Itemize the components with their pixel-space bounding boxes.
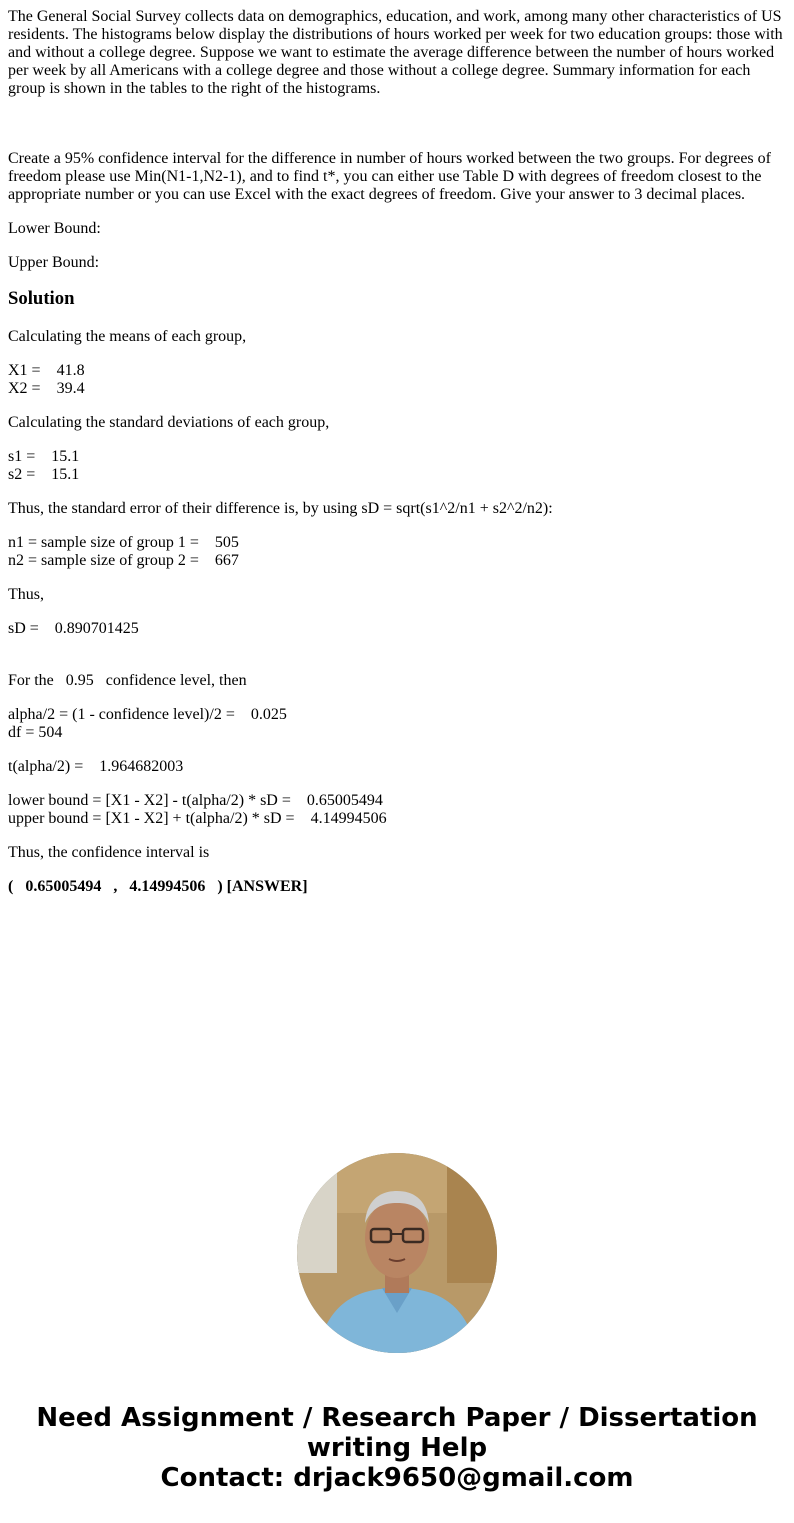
- upper-bound-label: Upper Bound:: [8, 254, 100, 271]
- final-answer: ( 0.65005494 , 4.14994506 ) [ANSWER]: [8, 878, 308, 895]
- lower-bound-label: Lower Bound:: [8, 220, 101, 237]
- footer-line-1: Need Assignment / Research Paper / Dissertation: [36, 1403, 758, 1433]
- document-body: [8, 8, 786, 896]
- sd-intro: Calculating the standard deviations of each group,: [8, 414, 330, 431]
- sample-n1: n1 = sample size of group 1 = 505: [8, 534, 239, 551]
- footer-banner: [0, 1403, 794, 1493]
- footer-line-2: writing Help: [306, 1433, 488, 1463]
- upper-bound-calc: upper bound = [X1 - X2] + t(alpha/2) * sD = 4.14994506: [8, 810, 387, 827]
- se-intro: Thus, the standard error of their difference is, by using sD = sqrt(s1^2/n1 + s2^2/n2):: [8, 500, 553, 517]
- t-critical: t(alpha/2) = 1.964682003: [8, 758, 184, 775]
- means-intro: Calculating the means of each group,: [8, 328, 247, 345]
- solution-heading: Solution: [8, 288, 75, 309]
- df-line: df = 504: [8, 724, 63, 741]
- thus-line: Thus,: [8, 586, 44, 603]
- question-intro: The General Social Survey collects data on demographics, education, and work, among many other characteristics of US residents. The histograms below display the distributions of hours worked per week for two education groups: those with and without a college degree. Suppose we want to estimate the average difference between the number of hours worked per week by all Americans with a college degree and those without a college degree. Summary information for each group is shown in the tables to the right of the histograms.: [8, 8, 787, 97]
- sd-s1: s1 = 15.1: [8, 448, 80, 465]
- question-task: Create a 95% confidence interval for the difference in number of hours worked between the two groups. For degrees of freedom please use Min(N1-1,N2-1), and to find t*, you can either use Table D with degrees of freedom closest to the appropriate number or you can use Excel with the exact degrees of freedom. Give your answer to 3 decimal places.: [8, 150, 775, 203]
- footer-contact: Contact: drjack9650@gmail.com: [160, 1463, 634, 1493]
- standard-error: sD = 0.890701425: [8, 620, 139, 637]
- avatar-portrait-icon: [297, 1153, 497, 1353]
- confidence-level-line: For the 0.95 confidence level, then: [8, 672, 247, 689]
- mean-x2: X2 = 39.4: [8, 380, 85, 397]
- ci-intro: Thus, the confidence interval is: [8, 844, 210, 861]
- author-avatar: [297, 1153, 497, 1353]
- lower-bound-calc: lower bound = [X1 - X2] - t(alpha/2) * sD = 0.65005494: [8, 792, 383, 809]
- mean-x1: X1 = 41.8: [8, 362, 85, 379]
- sd-s2: s2 = 15.1: [8, 466, 80, 483]
- sample-n2: n2 = sample size of group 2 = 667: [8, 552, 239, 569]
- alpha-line: alpha/2 = (1 - confidence level)/2 = 0.025: [8, 706, 287, 723]
